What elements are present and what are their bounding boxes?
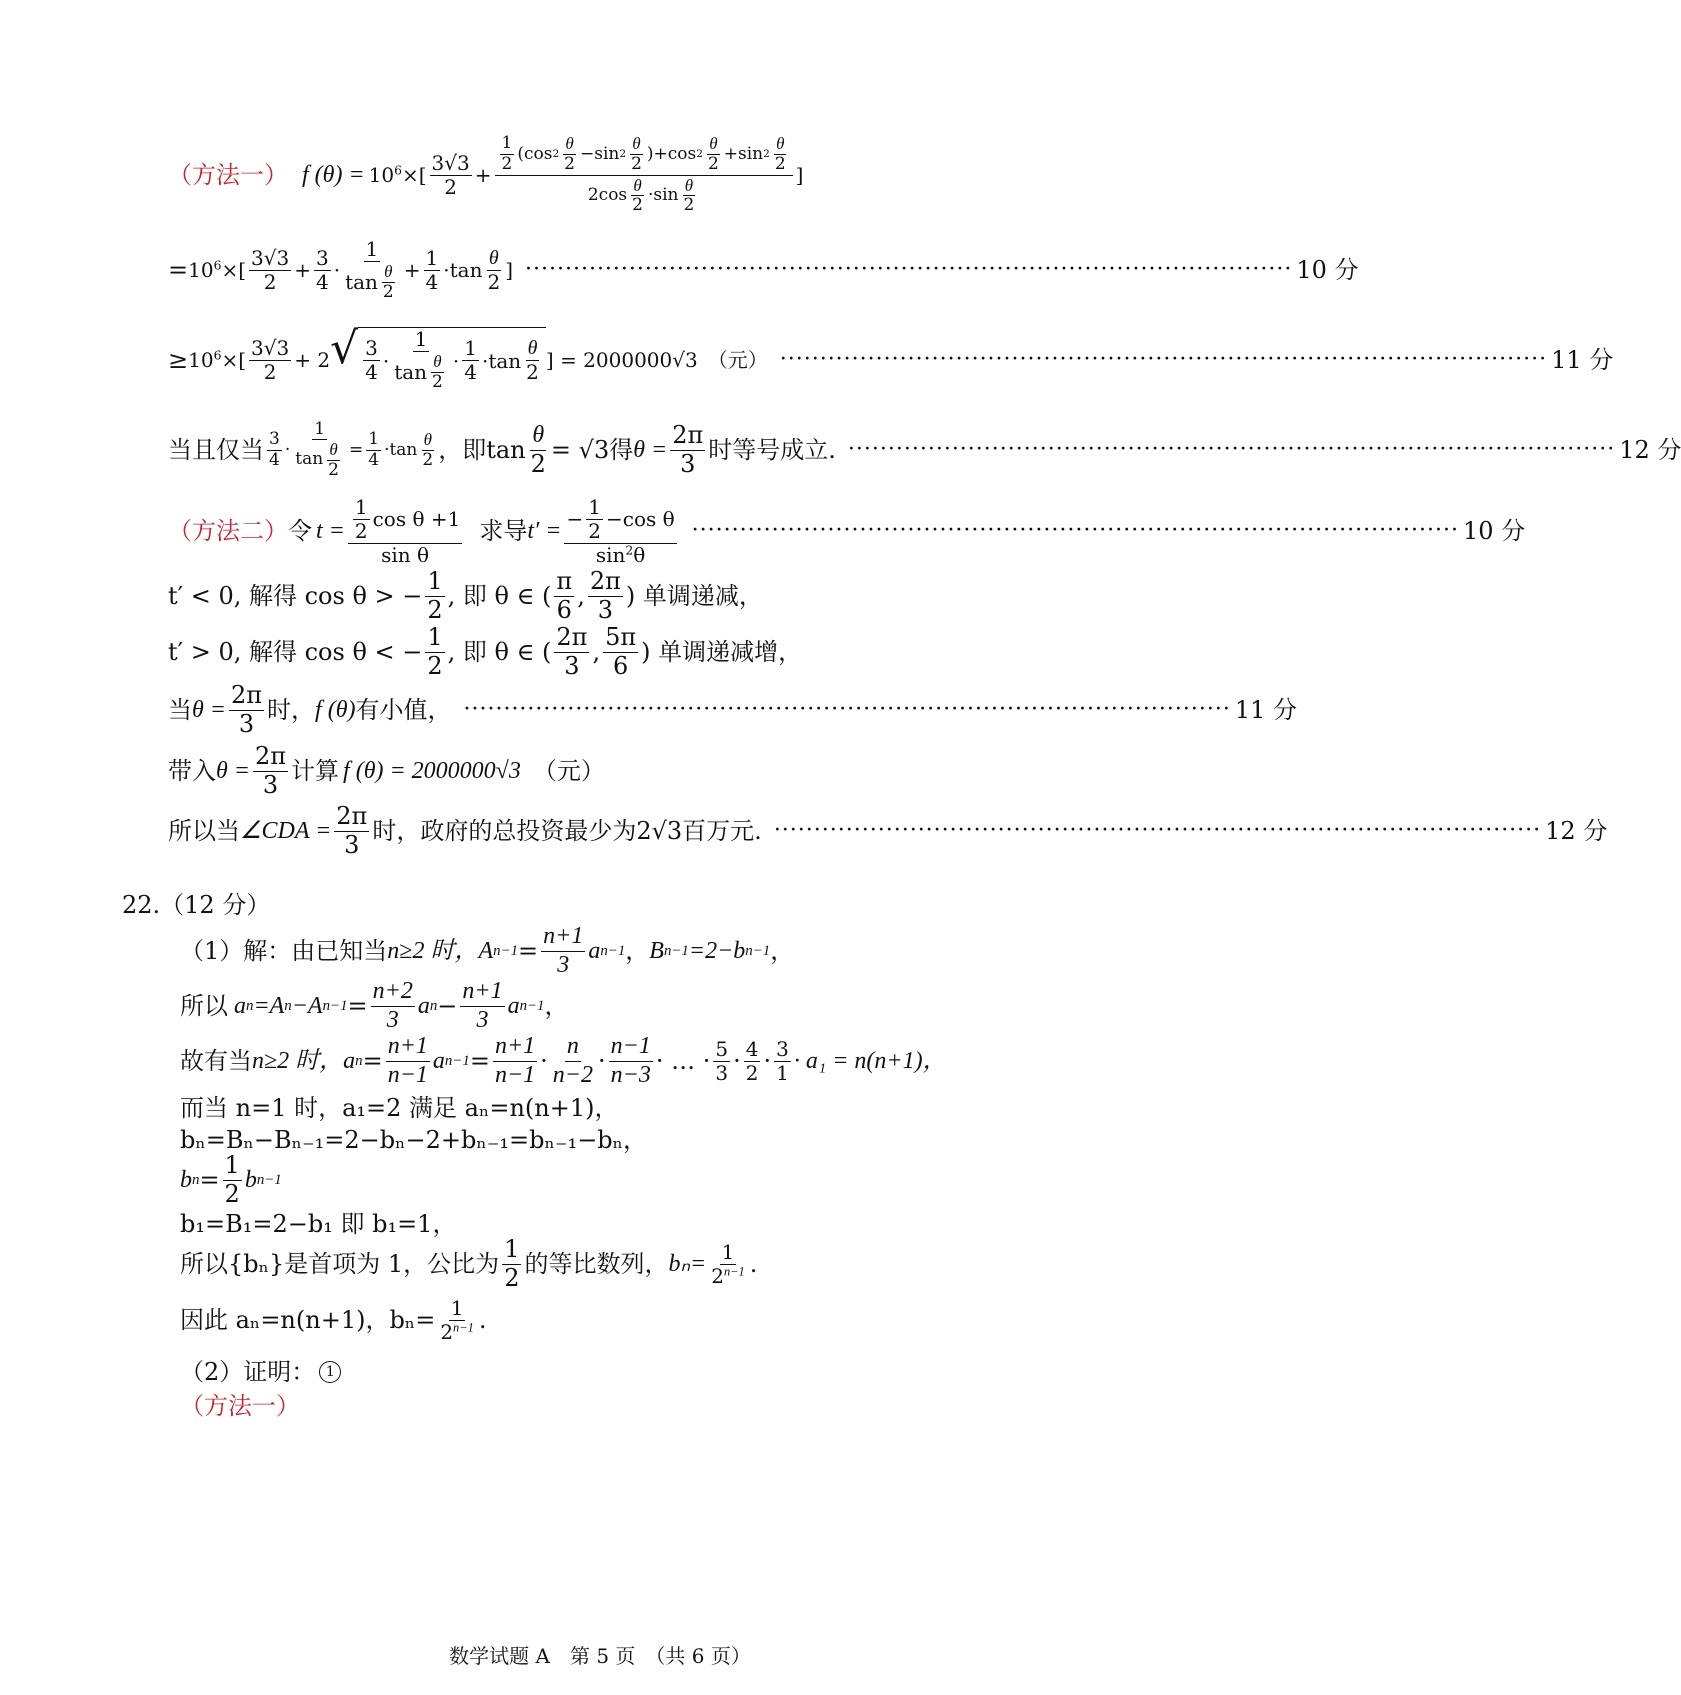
fraction-1-over-pow2: $\frac{1}{2^{n-1}}$ [440, 1295, 474, 1344]
dot: · [540, 1047, 548, 1075]
b1-text: b₁=B₁=2−b₁ 即 b₁=1， [180, 1210, 457, 1238]
bracket-open: ×[ [221, 258, 247, 282]
n-condition: n≥2 时， [387, 938, 479, 964]
fraction-4-over-2: $\frac{4}{2}$ [745, 1036, 759, 1085]
method1-label: （方法一） [168, 161, 288, 189]
minus-A: −A [291, 993, 323, 1019]
method2-line5 [168, 740, 1100, 802]
tprime-equals: t′ = [527, 518, 562, 544]
tan-label: tan [486, 436, 526, 464]
fraction-3sqrt3-over-2: $\frac{3√3}{2}$ [251, 245, 290, 294]
big-fraction: $\frac{1}{2}$ (cos 2 $\frac{\theta}{2}$ −sin 2 $\frac{\theta}{2}$ )+cos 2 $\frac{\theta}{2}$ +sin 2 $\frac{\theta}{2}$ 2cos $\frac{\theta}{2}$ ·sin $\frac{\theta}{2}$ [495, 134, 793, 215]
derive-label: 求导 [479, 517, 528, 545]
score-leader-dots: ································································································ [463, 697, 1231, 722]
t-fraction: $\frac{1}{2}$ cos θ +1 sin θ [348, 496, 462, 567]
ge-sign: ≥ [168, 346, 189, 374]
dot: · [384, 439, 390, 460]
score-leader-dots: ································································································ [773, 818, 1542, 843]
q22-part2-line1 [180, 1356, 1100, 1388]
equals-sqrt3: = √3得 [550, 436, 634, 464]
comma: , [592, 638, 601, 666]
q22-part1-line9 [180, 1292, 1100, 1348]
equals-sign: = [518, 937, 539, 965]
increasing-suffix: ) 单调递减增， [641, 638, 803, 666]
method2-line1 [168, 490, 1526, 572]
plus-two: + 2 [294, 348, 331, 372]
fraction-1-over-2: $\frac{1}{2}$ [427, 622, 443, 680]
B-symbol: B [649, 938, 664, 964]
equality-suffix: 时等号成立. [708, 436, 836, 464]
method2-line2 [168, 568, 1100, 624]
fraction-2pi-over-3: $\frac{2\pi}{3}$ [336, 801, 368, 859]
n-condition: n≥2 时， [252, 1048, 344, 1074]
fraction-1-over-4: $\frac{1}{4}$ [368, 428, 380, 470]
comma: ， [625, 937, 650, 965]
fraction-theta-over-2: $\frac{\theta}{2}$ [487, 246, 501, 294]
equals-sign: = [347, 992, 368, 1020]
method1-line3 [168, 318, 1614, 402]
plus-sign: + [294, 258, 311, 282]
a-symbol: a [417, 993, 430, 1019]
min-amount: 2√3 [636, 817, 683, 845]
score-leader-dots: ································································································ [847, 437, 1616, 462]
fraction-n-plus-1-over-3: $\frac{n+1}{3}$ [543, 922, 584, 978]
score-leader-dots: ································································································ [525, 257, 1293, 282]
q22-part1-line5 [180, 1124, 1100, 1156]
tprime-fraction: − $\frac{1}{2}$ −cos θ $\sin^2\theta$ [566, 494, 675, 567]
fraction-pi-over-6: $\frac{\pi}{6}$ [556, 566, 573, 624]
fraction-n-plus-1-over-3: $\frac{n+1}{3}$ [462, 977, 503, 1033]
equality-condition-prefix: 当且仅当 [168, 436, 264, 464]
f-theta-result: f (θ) = 2000000√3 [343, 758, 521, 784]
fraction-ratio-4: $\frac{n-1}{n-3}$ [610, 1032, 651, 1088]
fraction-1-over-2: $\frac{1}{2}$ [427, 566, 443, 624]
tan-label: tan [389, 439, 418, 460]
fraction-theta-over-2: $\frac{\theta}{2}$ [422, 429, 434, 470]
method1-line1 [168, 130, 1100, 220]
score-12: 12 分 [1619, 436, 1681, 464]
when-mid: 时， [267, 696, 316, 724]
fraction-2pi-over-3: $\frac{2\pi}{3}$ [672, 420, 704, 478]
period: . [478, 1306, 487, 1334]
base-case-text: 而当 n=1 时，a₁=2 满足 aₙ=n(n+1)， [180, 1094, 619, 1122]
score-10: 10 分 [1296, 256, 1359, 284]
ellipsis: · … · [655, 1047, 711, 1075]
fraction-5pi-over-6: $\frac{5\pi}{6}$ [605, 622, 637, 680]
a-symbol: a [343, 1048, 356, 1074]
pow-ten: $10^6$ [368, 162, 402, 187]
hence-label: 故有当 [180, 1047, 252, 1075]
circled-number-icon: 1 [319, 1361, 341, 1383]
fraction-ratio-2: $\frac{n+1}{n-1}$ [494, 1032, 536, 1088]
fraction-3-over-4: $\frac{3}{4}$ [269, 428, 280, 470]
a-symbol: a [432, 1048, 445, 1074]
conclusion-suffix: 百万元. [682, 817, 762, 845]
decreasing-suffix: ) 单调递减， [625, 582, 763, 610]
score-leader-dots: ································································································ [779, 347, 1548, 372]
part2-proof-label: （2）证明： [180, 1358, 316, 1386]
score-11: 11 分 [1234, 696, 1297, 724]
f-theta: f (θ) = [302, 162, 365, 188]
bracket-close: ] [505, 258, 513, 282]
question-22-header [122, 885, 1100, 925]
let-label: 令 [288, 517, 312, 545]
plus-sign: + [403, 258, 421, 282]
equality-middle: ，即 [438, 436, 487, 464]
f-theta: f (θ) [315, 697, 356, 723]
method2-label: （方法二） [168, 517, 288, 545]
interval-open: , 即 θ ∈ ( [447, 638, 552, 666]
A-symbol: A [478, 938, 494, 964]
negative-derivative-condition: t′ < 0, 解得 cos θ > − [168, 582, 423, 610]
q22-part1-line4 [180, 1092, 1100, 1124]
bracket-open: ×[ [221, 348, 247, 372]
method2-line3 [168, 624, 1100, 680]
b-equals: bₙ= [668, 1251, 707, 1277]
fraction-2pi-over-3: $\frac{2\pi}{3}$ [230, 680, 263, 738]
fraction-theta-over-2: $\frac{\theta}{2}$ [530, 421, 546, 478]
t-equals: t = [316, 518, 345, 544]
period: . [749, 1250, 758, 1278]
minus-sign: − [437, 992, 458, 1020]
b-symbol: b [180, 1167, 192, 1193]
method2-line4 [168, 680, 1297, 740]
when-label: 当 [168, 696, 192, 724]
method2-line6 [168, 800, 1608, 862]
fraction-1-over-tan: 1 tan $\frac{\theta}{2}$ [295, 418, 339, 480]
score-leader-dots: ································································································ [691, 518, 1459, 543]
therefore-text: 因此 aₙ=n(n+1)，bₙ= [180, 1306, 436, 1334]
q22-part1-line8 [180, 1236, 1100, 1292]
bracket-open: ×[ [401, 163, 427, 187]
a-symbol: a [588, 938, 601, 964]
dot: · [443, 258, 450, 282]
fraction-2pi-over-3: $\frac{2\pi}{3}$ [556, 622, 588, 680]
tan-label: tan [449, 258, 483, 282]
positive-derivative-condition: t′ > 0, 解得 cos θ < − [168, 638, 423, 666]
plus-sign: + [474, 163, 492, 187]
fraction-5-over-3: $\frac{5}{3}$ [715, 1036, 729, 1085]
dot: · [763, 1047, 772, 1075]
theta-equals: θ = [633, 437, 668, 463]
comma: ， [770, 937, 795, 965]
score-12: 12 分 [1545, 817, 1608, 845]
q22-part1-line6: b n = $\frac{1}{2}$ b n−1 [180, 1150, 282, 1208]
q22-part1-line2: 所以 a n =A n −A n−1 = $\frac{n+2}{3}$ a n − $\frac{n+1}{3}$ a n−1 ， [180, 977, 569, 1033]
substitute-label: 带入 [168, 757, 216, 785]
method1-line2 [168, 228, 1359, 312]
fraction-2pi-over-3: $\frac{2\pi}{3}$ [589, 566, 621, 624]
result-value: ] = 2000000√3 [545, 348, 698, 372]
fraction-n-plus-2-over-3: $\frac{n+2}{3}$ [372, 977, 413, 1033]
part1-intro: （1）解：由已知当 [180, 937, 388, 965]
fraction-1-over-2: $\frac{1}{2}$ [504, 1234, 520, 1292]
dot: · [333, 258, 341, 282]
geometric-sequence-mid: 的等比数列， [524, 1250, 669, 1278]
method1-label-part2: （方法一） [180, 1392, 300, 1420]
product-result: · a₁ = n(n+1)， [793, 1048, 947, 1074]
equals-A: =A [253, 993, 285, 1019]
q22-part2-line2 [180, 1390, 1100, 1422]
fraction-3sqrt3-over-2: $\frac{3√3}{2}$ [251, 335, 290, 384]
q22-part1-line1: （1）解：由已知当 n≥2 时， A n−1 = $\frac{n+1}{3}$ a n−1 ， B n−1 =2−b n−1 ， [180, 922, 795, 978]
so-label: 所以 [180, 992, 228, 1020]
question-22-title: 22.（12 分） [122, 891, 271, 919]
equals-sign: = [362, 1047, 383, 1075]
page-footer: 数学试题 A 第 5 页 （共 6 页） [449, 1644, 751, 1668]
equals-sign: = [348, 439, 364, 460]
min-value-suffix: 有小值， [355, 696, 452, 724]
b-recurrence-text: bₙ=Bₙ−Bₙ₋₁=2−bₙ−2+bₙ₋₁=bₙ₋₁−bₙ， [180, 1126, 648, 1154]
fraction-1-over-pow2: $\frac{1}{2^{n-1}}$ [711, 1239, 745, 1288]
equals-sign: = [199, 1166, 220, 1194]
fraction-3-over-1: $\frac{3}{1}$ [776, 1036, 789, 1085]
theta-equals: θ = [216, 758, 250, 784]
score-10: 10 分 [1463, 517, 1526, 545]
fraction-1-over-tan: 1 tan $\frac{\theta}{2}$ [345, 236, 394, 302]
pow-ten: $10^6$ [188, 257, 222, 282]
fraction-1-over-2: $\frac{1}{2}$ [224, 1150, 240, 1208]
b-symbol: b [244, 1167, 257, 1193]
pow-ten: $10^6$ [188, 347, 222, 372]
fraction-1-over-4: $\frac{1}{4}$ [425, 245, 439, 294]
equals-sign: = [168, 256, 189, 284]
fraction-3sqrt3-over-2: $\frac{3√3}{2}$ [431, 150, 470, 199]
unit-yuan: （元） [532, 757, 605, 785]
a-symbol: a [234, 993, 246, 1019]
interval-open: , 即 θ ∈ ( [447, 582, 552, 610]
conclusion-prefix: 所以当 [168, 817, 240, 845]
comma: , [577, 582, 585, 610]
B-expression: =2−b [688, 938, 746, 964]
angle-cda: ∠CDA = [240, 818, 332, 844]
sqrt-expression: √ $\frac{3}{4}$ · 1 tan $\frac{\theta}{2}$ · $\frac{1}{4}$ · tan $\frac{\theta}{2}$ [330, 327, 546, 392]
fraction-ratio-1: $\frac{n+1}{n-1}$ [387, 1032, 428, 1088]
q22-part1-line3: 故有当 n≥2 时， a n = $\frac{n+1}{n-1}$ a n−1 = $\frac{n+1}{n-1}$ · $\frac{n}{n-2}$ · $\frac{n-1}{n-3}$ · … · $\frac{5}{3}$ · $\frac{4}{2}$ · $\frac{3}{1}$ · a₁ = n(n+1)， [180, 1032, 947, 1088]
a-symbol: a [507, 993, 520, 1019]
compute-label: 计算 [291, 757, 340, 785]
fraction-2pi-over-3: $\frac{2\pi}{3}$ [254, 741, 287, 799]
dot: · [284, 439, 291, 460]
comma: ， [544, 992, 569, 1020]
theta-equals: θ = [192, 697, 226, 723]
fraction-ratio-3: $\frac{n}{n-2}$ [552, 1032, 593, 1088]
unit-yuan: （元） [707, 348, 768, 372]
method1-line4 [168, 410, 1681, 490]
score-11: 11 分 [1551, 346, 1614, 374]
fraction-3-over-4: $\frac{3}{4}$ [315, 245, 329, 294]
dot: · [598, 1047, 606, 1075]
conclusion-mid: 时，政府的总投资最少为 [372, 817, 637, 845]
bracket-close: ] [795, 163, 804, 187]
dot: · [733, 1047, 741, 1075]
equals-sign: = [469, 1047, 490, 1075]
geometric-sequence-text: 所以{bₙ}是首项为 1，公比为 [180, 1250, 500, 1278]
